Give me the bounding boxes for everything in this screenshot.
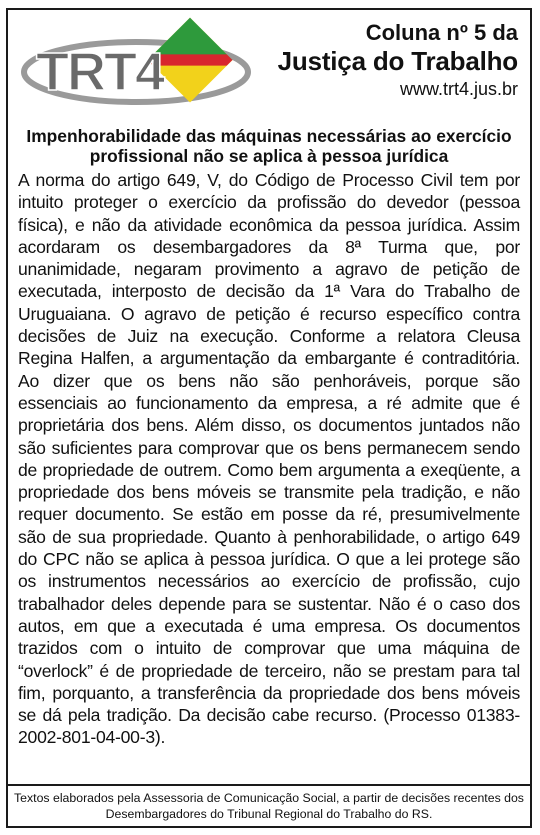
article-body: A norma do artigo 649, V, do Código de Processo Civil tem por intuito proteger o exercício da profissão do devedor (pessoa física), e não da atividade econômica da pessoa jurídica. Assim acordaram os desembargadores da 8ª Turma que, por unanimidade, negaram provimento a agravo de petição de executada, interposto de decisão da 1ª Vara do Trabalho de Uruguaiana. O agravo de petição é recurso específico contra decisões de Juiz na execução. Conforme a relatora Cleusa Regina Halfen, a argumentação da embargante é contraditória. Ao dizer que os bens não são penhoráveis, porque são essenciais ao funcionamento da empresa, a ré admite que é proprietária dos bens. Além disso, os documentos juntados não são suficientes para comprovar que os bens permanecem sendo de propriedade de outrem. Como bem argumenta a exeqüente, a propriedade dos bens móveis se transmite pela tradição, e não requer documento. Se estão em posse da ré, presumivelmente são de sua propriedade. Quanto à penhorabilidade, o artigo 649 do CPC não se aplica à pessoa jurídica. O que a lei protege são os instrumentos necessários ao exercício de profissão, cujo trabalhador deles depende para se sustentar. Não é o caso dos autos, em que a executada é uma empresa. Os documentos trazidos com o intuito de comprovar que uma máquina de “overlock” é de propriedade de terceiro, não se prestam para tal fim, porquanto, a transferência da propriedade dos bens móveis se dá pela tradição. Da decisão cabe recurso. (Processo 01383-2002-801-04-00-3).	[18, 170, 520, 748]
column-title-block	[278, 20, 518, 102]
column-frame	[6, 8, 532, 828]
column-name: Justiça do Trabalho	[277, 46, 518, 76]
website-link[interactable]: www.trt4.jus.br	[399, 79, 518, 99]
trt4-logo	[18, 12, 268, 112]
footer-note: Textos elaborados pela Assessoria de Comunicação Social, a partir de decisões recentes dos Desembargadores do Tribunal Regional do Trabalho do RS.	[8, 784, 530, 826]
column-header	[8, 10, 530, 122]
article-headline: Impenhorabilidade das máquinas necessárias ao exercício profissional não se aplica à pessoa jurídica	[26, 126, 512, 166]
logo-text: TRT4	[36, 42, 163, 102]
column-label: Coluna nº 5 da	[365, 20, 518, 45]
